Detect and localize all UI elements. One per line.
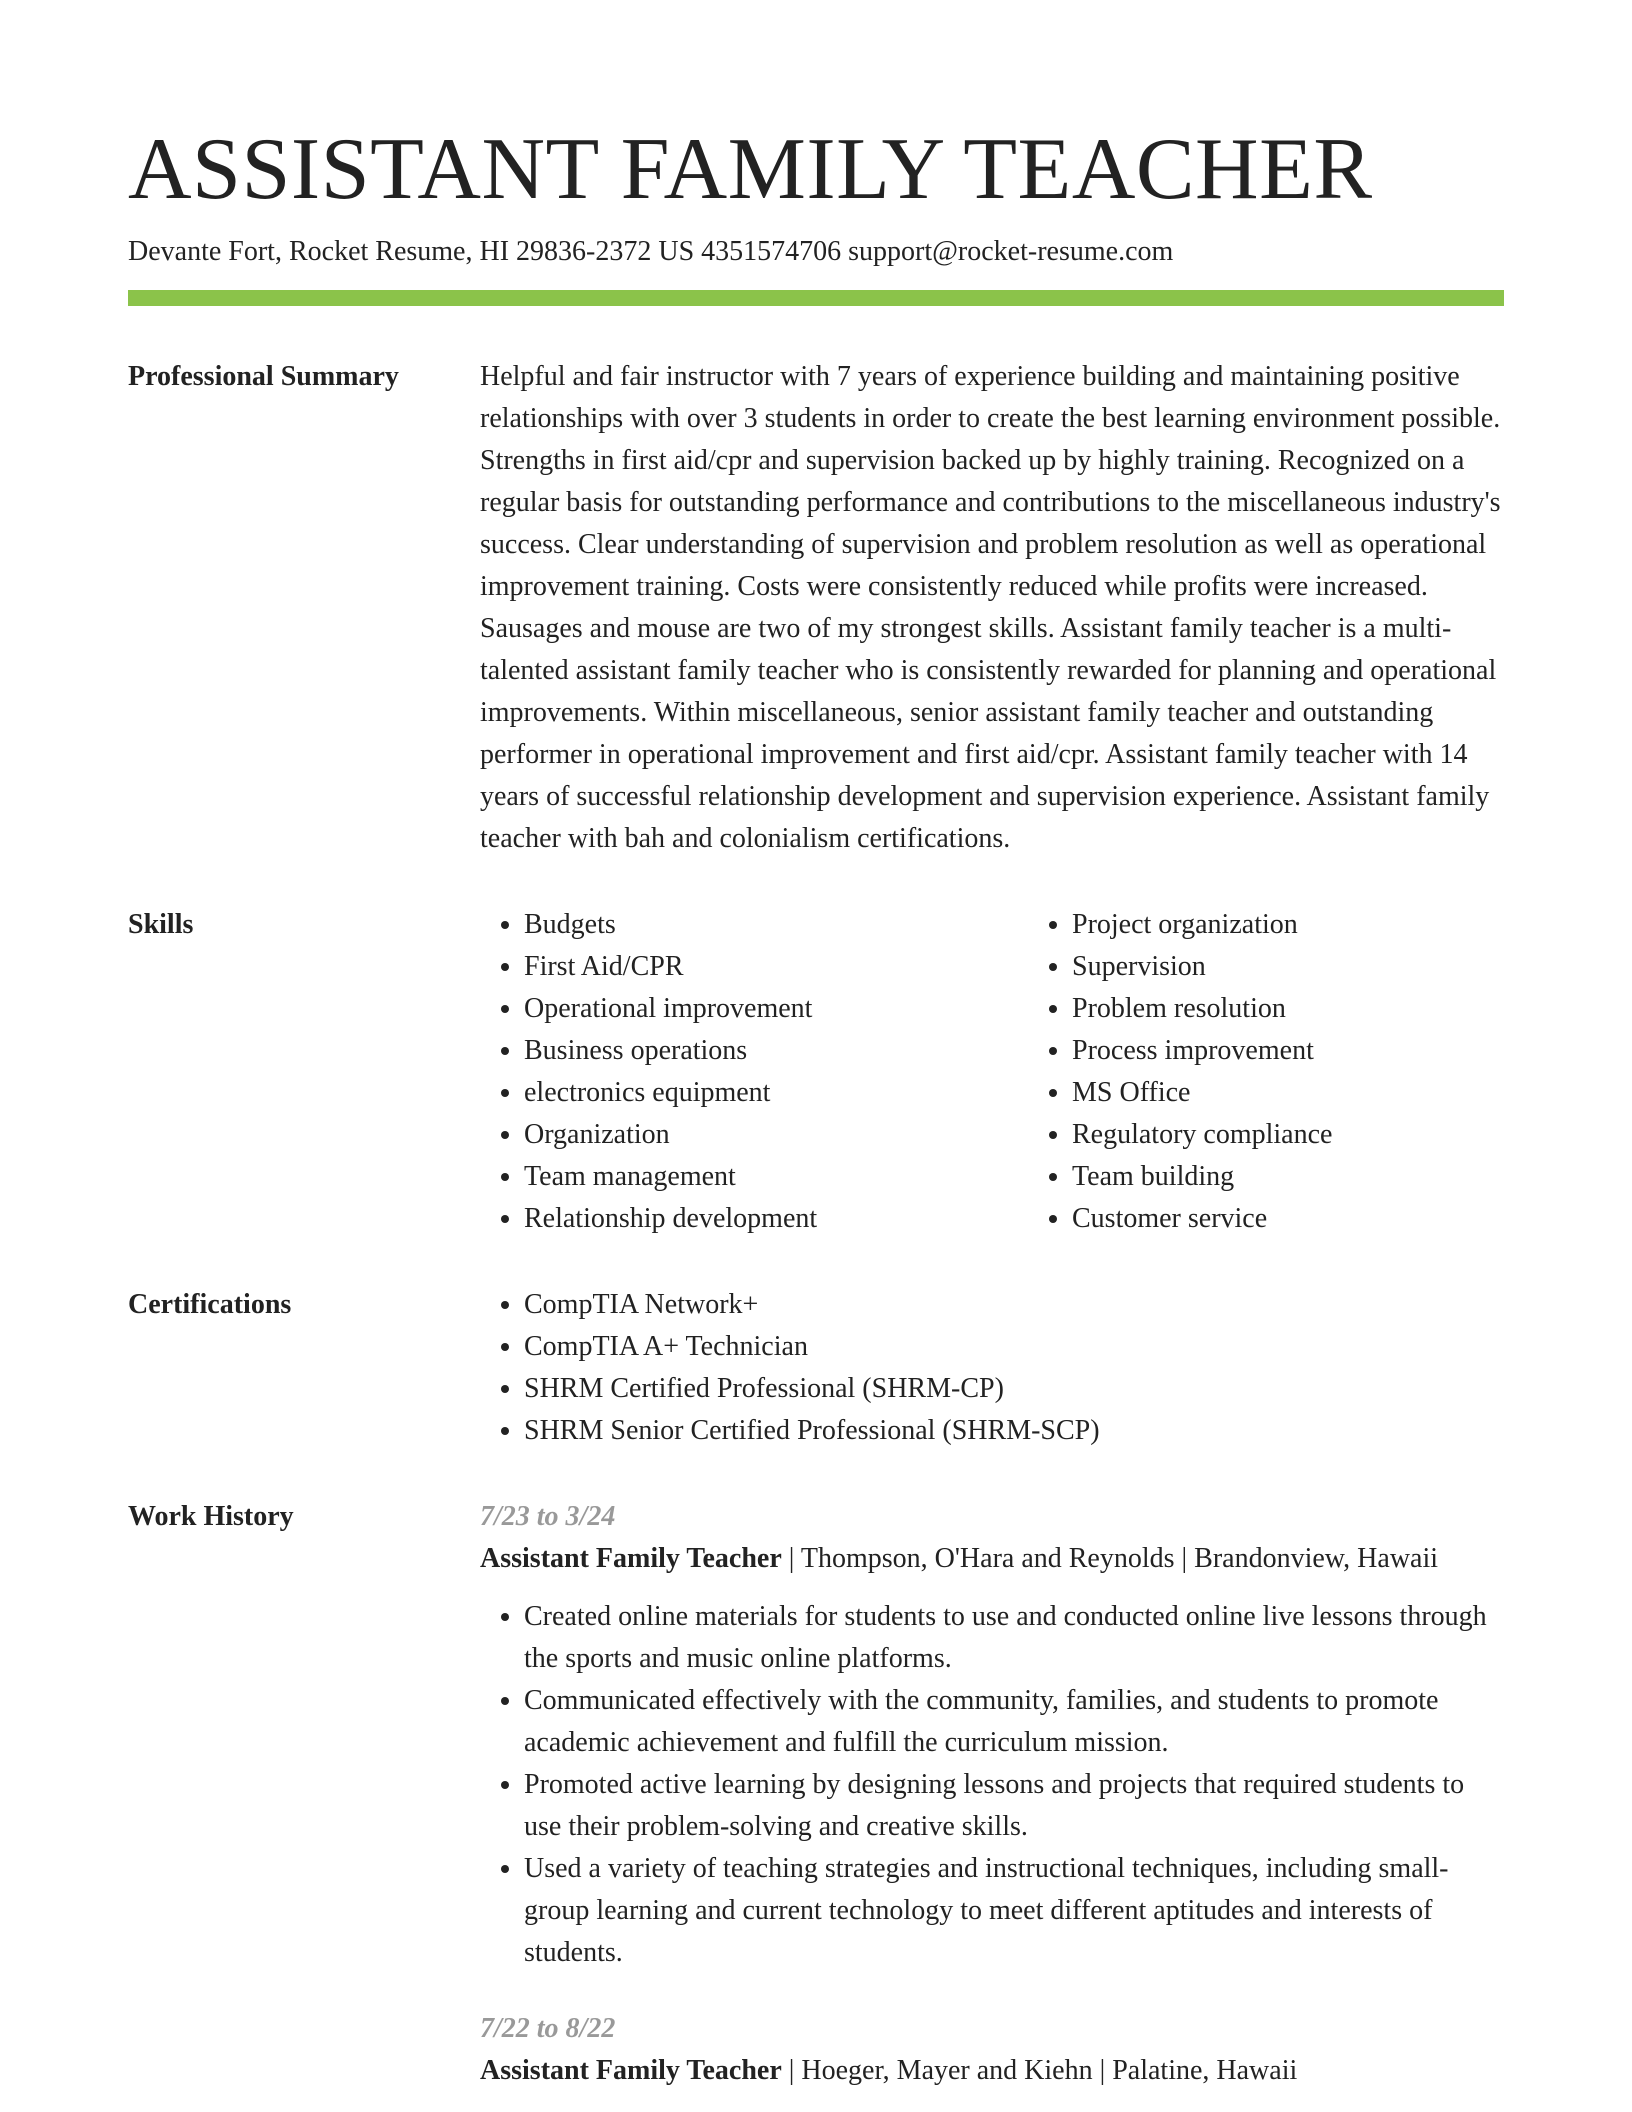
skill-item: • Budgets — [524, 904, 1028, 946]
skill-item: • Organization — [524, 1114, 1028, 1156]
section-title-certifications: Certifications — [128, 1289, 292, 1320]
job-bullet: • Created online materials for students to use and conducted online live lessons through the sports and music online platforms. — [524, 1596, 1504, 1680]
certification-item: • SHRM Senior Certified Professional (SHRM-SCP) — [524, 1410, 1504, 1452]
job-dates: 7/23 to 3/24 — [480, 1501, 616, 1532]
skill-item: • Process improvement — [1072, 1030, 1504, 1072]
skill-item: • Team management — [524, 1156, 1028, 1198]
job-details: | Thompson, O'Hara and Reynolds | Brandonview, Hawaii — [781, 1543, 1439, 1574]
skills-section — [128, 904, 1504, 1240]
section-title-skills: Skills — [128, 909, 194, 940]
contact-info: Devante Fort, Rocket Resume, HI 29836-2372 US 4351574706 support@rocket-resume.com — [128, 236, 1174, 267]
skill-item: • First Aid/CPR — [524, 946, 1028, 988]
summary-text: Helpful and fair instructor with 7 years of experience building and maintaining positive relationships with over 3 students in order to create the best learning environment possible. Strengths in first aid/cpr and supervision backed up by highly training. Recognized on a regular basis for outstanding performance and contributions to the miscellaneous industry's success. Clear understanding of supervision and problem resolution as well as operational improvement training. Costs were consistently reduced while profits were increased. Sausages and mouse are two of my strongest skills. Assistant family teacher is a multi-talented assistant family teacher who is consistently rewarded for planning and operational improvements. Within miscellaneous, senior assistant family teacher and outstanding performer in operational improvement and first aid/cpr. Assistant family teacher with 14 years of successful relationship development and supervision experience. Assistant family teacher with bah and colonialism certifications. — [480, 361, 1501, 854]
skills-list-right — [1028, 904, 1504, 1240]
skill-item: • electronics equipment — [524, 1072, 1028, 1114]
job-entry — [480, 2008, 1504, 2092]
job-entry — [480, 1496, 1504, 1974]
job-heading — [480, 2050, 1504, 2092]
job-bullets — [480, 1596, 1504, 1974]
skill-item: • MS Office — [1072, 1072, 1504, 1114]
skill-item: • Business operations — [524, 1030, 1028, 1072]
summary-section — [128, 356, 1504, 860]
job-bullet: • Promoted active learning by designing lessons and projects that required students to use their problem-solving and creative skills. — [524, 1764, 1504, 1848]
job-details: | Hoeger, Mayer and Kiehn | Palatine, Hawaii — [781, 2055, 1298, 2086]
skill-item: • Supervision — [1072, 946, 1504, 988]
header-divider — [128, 290, 1504, 306]
candidate-name: ASSISTANT FAMILY TEACHER — [128, 121, 1373, 218]
skill-item: • Regulatory compliance — [1072, 1114, 1504, 1156]
skill-item: • Project organization — [1072, 904, 1504, 946]
job-bullet: • Used a variety of teaching strategies and instructional techniques, including small-group learning and current technology to meet different aptitudes and interests of students. — [524, 1848, 1504, 1974]
job-heading — [480, 1538, 1504, 1580]
job-title: Assistant Family Teacher — [480, 2055, 782, 2086]
resume-page — [128, 118, 1504, 2092]
skills-list-left — [480, 904, 1028, 1240]
job-bullet: • Communicated effectively with the community, families, and students to promote academic achievement and fulfill the curriculum mission. — [524, 1680, 1504, 1764]
skill-item: • Operational improvement — [524, 988, 1028, 1030]
certification-item: • SHRM Certified Professional (SHRM-CP) — [524, 1368, 1504, 1410]
skill-item: • Problem resolution — [1072, 988, 1504, 1030]
job-dates: 7/22 to 8/22 — [480, 2013, 616, 2044]
skill-item: • Relationship development — [524, 1198, 1028, 1240]
work-history-section — [128, 1496, 1504, 2092]
section-title-work-history: Work History — [128, 1501, 294, 1532]
skill-item: • Customer service — [1072, 1198, 1504, 1240]
certification-item: • CompTIA A+ Technician — [524, 1326, 1504, 1368]
skill-item: • Team building — [1072, 1156, 1504, 1198]
job-title: Assistant Family Teacher — [480, 1543, 782, 1574]
certification-item: • CompTIA Network+ — [524, 1284, 1504, 1326]
section-title-summary: Professional Summary — [128, 361, 399, 392]
certifications-section — [128, 1284, 1504, 1452]
certifications-list — [480, 1284, 1504, 1452]
